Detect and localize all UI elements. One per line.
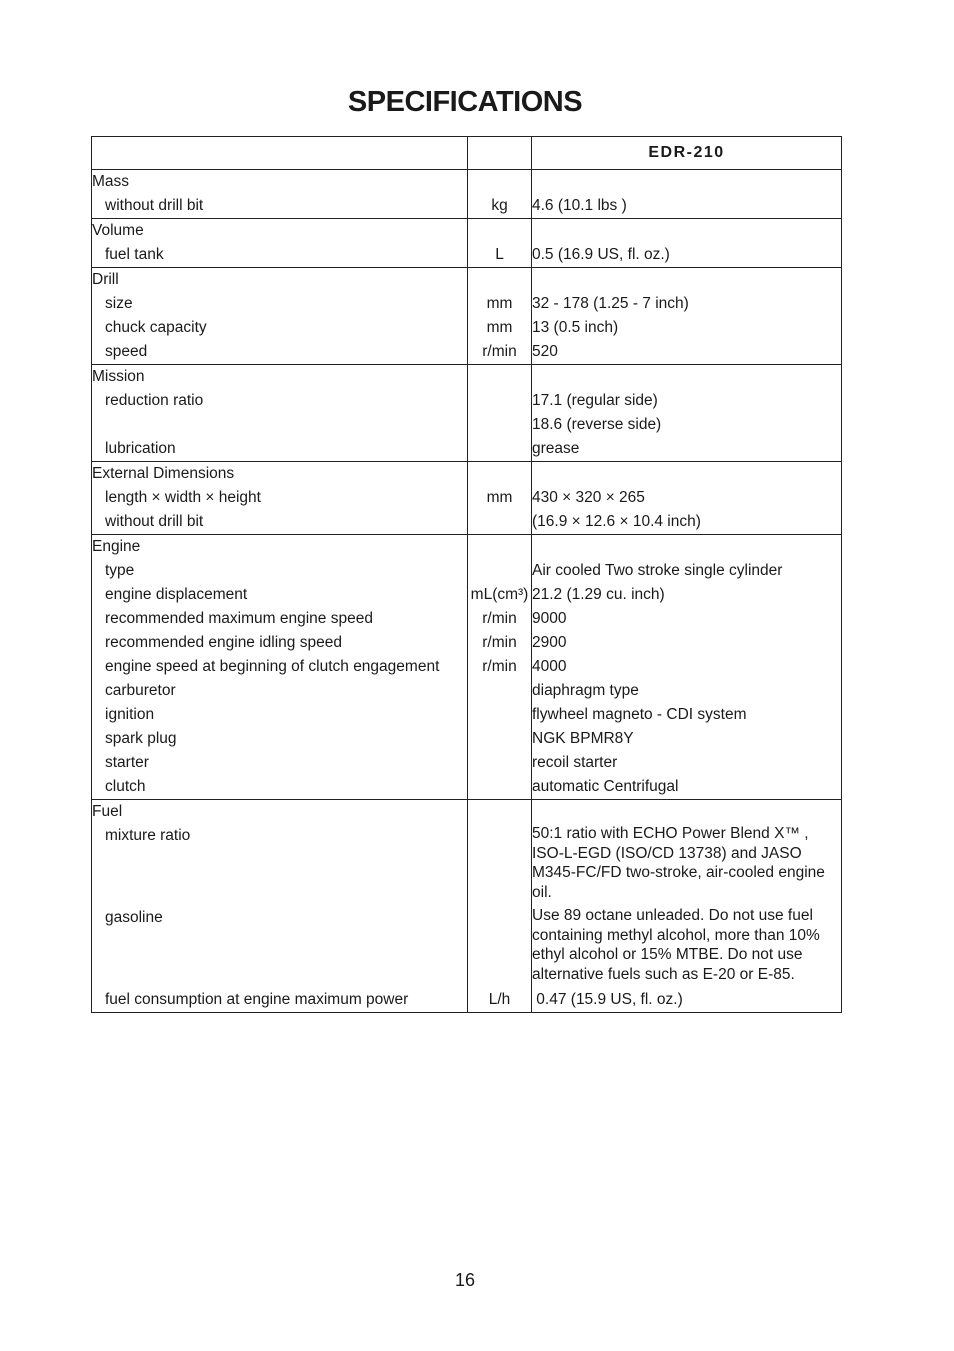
spec-unit: r/min (482, 634, 517, 651)
section-labels (92, 219, 468, 268)
section-labels (92, 268, 468, 365)
spec-label: recommended maximum engine speed (105, 610, 373, 627)
section-title: Mission (92, 368, 145, 385)
spec-value: (16.9 × 12.6 × 10.4 inch) (532, 513, 701, 530)
spec-unit: mm (486, 489, 513, 506)
section-values (532, 170, 842, 219)
spec-unit: r/min (482, 610, 517, 627)
spec-value: 2900 (532, 634, 567, 651)
spec-value: 4.6 (10.1 lbs ) (532, 197, 627, 214)
section-title: External Dimensions (92, 465, 235, 482)
spec-value: Air cooled Two stroke single cylinder (532, 562, 783, 579)
model-name: EDR-210 (532, 137, 842, 170)
section-engine (92, 535, 842, 800)
spec-label: gasoline (105, 909, 163, 926)
spec-value: 13 (0.5 inch) (532, 319, 619, 336)
section-units (468, 800, 532, 1013)
spec-value: Use 89 octane unleaded. Do not use fuel containing methyl alcohol, more than 10% ethyl alcohol or 15% MTBE. Do not use alternative fuels such as E-20 or E-85. (532, 907, 820, 983)
section-mission (92, 365, 842, 462)
section-title: Fuel (92, 803, 123, 820)
spec-label: carburetor (105, 682, 176, 699)
section-units (468, 219, 532, 268)
spec-label: type (105, 562, 135, 579)
spec-label: length × width × height (105, 489, 261, 506)
spec-unit: L (495, 246, 504, 263)
spec-label: without drill bit (105, 197, 204, 214)
spec-label: engine displacement (105, 586, 248, 603)
page-title: SPECIFICATIONS (347, 86, 583, 118)
section-title: Drill (92, 271, 119, 288)
section-drill (92, 268, 842, 365)
spec-value: grease (532, 440, 580, 457)
section-labels (92, 462, 468, 535)
spec-label: engine speed at beginning of clutch engagement (105, 658, 440, 675)
section-values (532, 268, 842, 365)
section-external-dimensions (92, 462, 842, 535)
section-labels (92, 365, 468, 462)
section-mass (92, 170, 842, 219)
spec-label: spark plug (105, 730, 177, 747)
spec-unit: r/min (482, 658, 517, 675)
spec-value: 50:1 ratio with ECHO Power Blend X™ , ISO-L-EGD (ISO/CD 13738) and JASO M345-FC/FD two-stroke, air-cooled engine oil. (532, 825, 825, 901)
spec-label: mixture ratio (105, 827, 191, 844)
header-blank-unit (468, 137, 532, 170)
specifications-table (91, 136, 842, 1013)
section-labels (92, 800, 468, 1013)
spec-value: 18.6 (reverse side) (532, 416, 662, 433)
spec-value: 9000 (532, 610, 567, 627)
spec-label: size (105, 295, 133, 312)
section-values (532, 365, 842, 462)
section-title: Volume (92, 222, 144, 239)
section-values (532, 219, 842, 268)
spec-unit: r/min (482, 343, 517, 360)
spec-value: 520 (532, 343, 558, 360)
spec-unit: mm (486, 319, 513, 336)
section-title: Engine (92, 538, 141, 555)
spec-label: fuel consumption at engine maximum power (105, 991, 409, 1008)
spec-label: clutch (105, 778, 146, 795)
spec-label: starter (105, 754, 149, 771)
spec-value: 17.1 (regular side) (532, 392, 658, 409)
section-fuel (92, 800, 842, 1013)
section-units (468, 535, 532, 800)
spec-unit: L/h (488, 991, 511, 1008)
spec-value: 32 - 178 (1.25 - 7 inch) (532, 295, 689, 312)
spec-value: flywheel magneto - CDI system (532, 706, 747, 723)
spec-value: NGK BPMR8Y (532, 730, 634, 747)
spec-value: 21.2 (1.29 cu. inch) (532, 586, 665, 603)
section-units (468, 462, 532, 535)
spec-label: fuel tank (105, 246, 164, 263)
spec-label: lubrication (105, 440, 176, 457)
spec-value: diaphragm type (532, 682, 639, 699)
section-labels (92, 170, 468, 219)
section-labels (92, 535, 468, 800)
section-units (468, 268, 532, 365)
spec-label: speed (105, 343, 148, 360)
spec-unit: mm (486, 295, 513, 312)
spec-label: without drill bit (105, 513, 204, 530)
section-units (468, 170, 532, 219)
spec-value: recoil starter (532, 754, 618, 771)
section-title: Mass (92, 173, 130, 190)
spec-value: 0.47 (15.9 US, fl. oz.) (532, 991, 683, 1008)
spec-value: 4000 (532, 658, 567, 675)
spec-label: chuck capacity (105, 319, 207, 336)
section-values (532, 800, 842, 1013)
spec-value: automatic Centrifugal (532, 778, 679, 795)
section-volume (92, 219, 842, 268)
section-values (532, 535, 842, 800)
header-blank-label (92, 137, 468, 170)
spec-label: recommended engine idling speed (105, 634, 342, 651)
table-header-row (92, 137, 842, 170)
spec-label: ignition (105, 706, 155, 723)
section-units (468, 365, 532, 462)
section-values (532, 462, 842, 535)
spec-unit: mL(cm³) (470, 586, 529, 603)
spec-label: reduction ratio (105, 392, 204, 409)
spec-unit: kg (491, 197, 508, 214)
spec-value: 430 × 320 × 265 (532, 489, 645, 506)
spec-value: 0.5 (16.9 US, fl. oz.) (532, 246, 670, 263)
page-number: 16 (454, 1270, 476, 1290)
